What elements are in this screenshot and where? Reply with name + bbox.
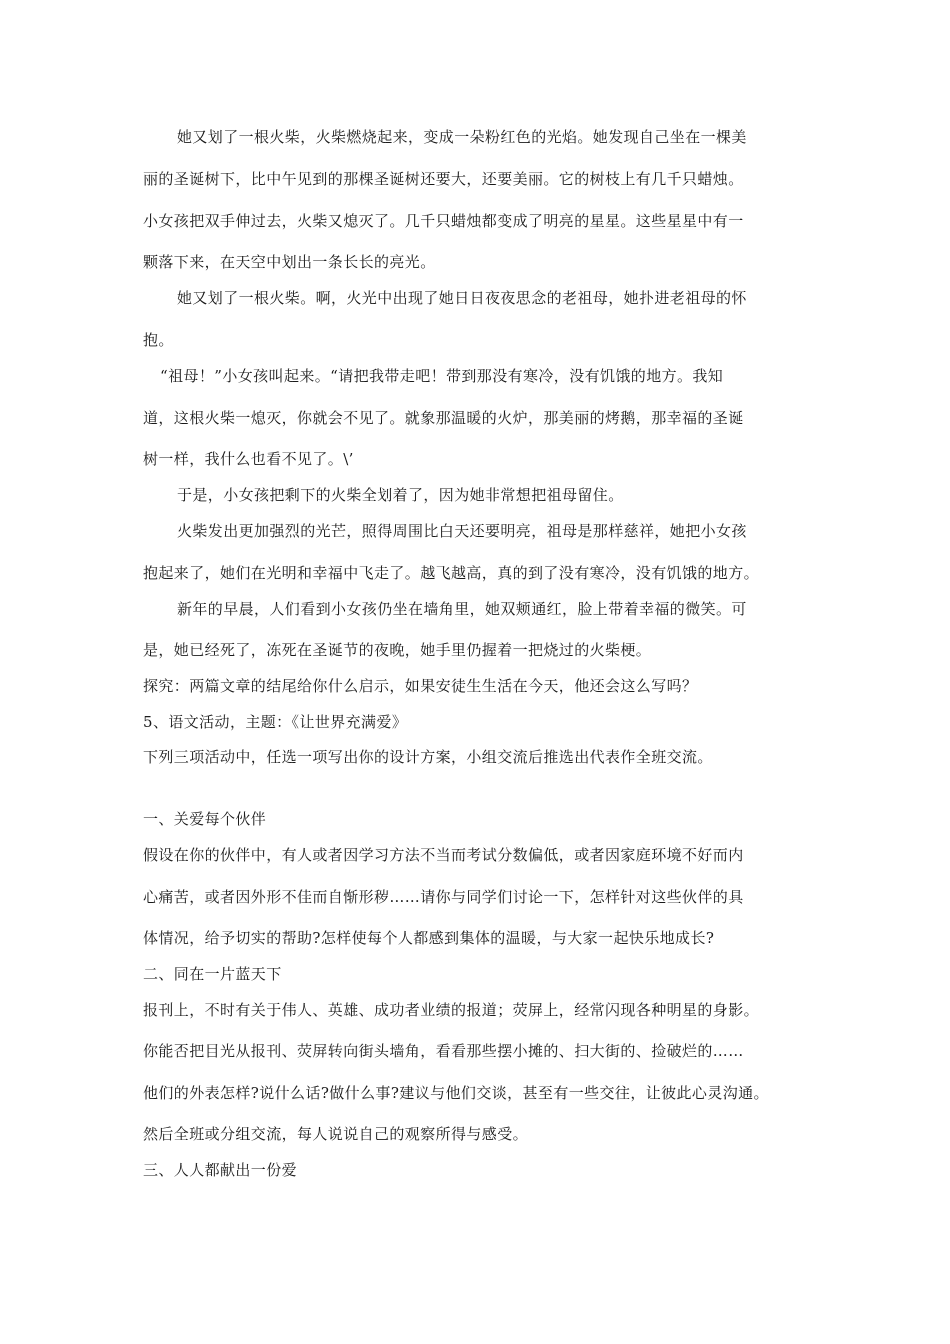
activity-item-line: 你能否把目光从报刊、荧屏转向街头墙角，看看那些摆小摊的、扫大街的、捡破烂的……	[143, 1042, 744, 1060]
story-line: 于是，小女孩把剩下的火柴全划着了，因为她非常想把祖母留住。	[177, 486, 624, 504]
exploration-question: 探究：两篇文章的结尾给你什么启示，如果安徒生生活在今天，他还会这么写吗？	[143, 677, 698, 695]
story-line: 小女孩把双手伸过去，火柴又熄灭了。几千只蜡烛都变成了明亮的星星。这些星星中有一	[143, 212, 744, 230]
activity-item-title: 一、关爱每个伙伴	[143, 810, 267, 828]
story-line: 抱起来了，她们在光明和幸福中飞走了。越飞越高，真的到了没有寒冷，没有饥饿的地方。	[143, 564, 760, 582]
activity-item-title: 二、同在一片蓝天下	[143, 965, 282, 983]
activity-item-line: 假设在你的伙伴中，有人或者因学习方法不当而考试分数偏低，或者因家庭环境不好而内	[143, 846, 744, 864]
activity-item-line: 体情况，给予切实的帮助?怎样使每个人都感到集体的温暖，与大家一起快乐地成长?	[143, 929, 715, 947]
story-line: 是，她已经死了，冻死在圣诞节的夜晚，她手里仍握着一把烧过的火柴梗。	[143, 641, 652, 659]
activity-heading: 5、语文活动，主题：《让世界充满爱》	[143, 713, 408, 731]
story-line: 丽的圣诞树下，比中午见到的那棵圣诞树还要大，还要美丽。它的树枝上有几千只蜡烛。	[143, 170, 744, 188]
story-line: 她又划了一根火柴，火柴燃烧起来，变成一朵粉红色的光焰。她发现自己坐在一棵美	[177, 128, 747, 146]
activity-item-line: 他们的外表怎样?说什么话?做什么事?建议与他们交谈，甚至有一些交往，让彼此心灵沟通。	[143, 1084, 769, 1102]
activity-item-line: 心痛苦，或者因外形不佳而自惭形秽……请你与同学们讨论一下，怎样针对这些伙伴的具	[143, 888, 744, 906]
story-line: 树一样，我什么也看不见了。\’	[143, 450, 354, 468]
activity-intro: 下列三项活动中，任选一项写出你的设计方案，小组交流后推选出代表作全班交流。	[143, 748, 713, 766]
activity-item-line: 报刊上，不时有关于伟人、英雄、成功者业绩的报道；荧屏上，经常闪现各种明星的身影。	[143, 1001, 760, 1019]
story-line: 抱。	[143, 331, 174, 349]
story-line: 她又划了一根火柴。啊，火光中出现了她日日夜夜思念的老祖母，她扑进老祖母的怀	[177, 289, 747, 307]
activity-item-line: 然后全班或分组交流，每人说说自己的观察所得与感受。	[143, 1125, 529, 1143]
activity-item-title: 三、人人都献出一份爱	[143, 1161, 298, 1179]
story-line: 新年的早晨，人们看到小女孩仍坐在墙角里，她双颊通红，脸上带着幸福的微笑。可	[177, 600, 747, 618]
story-line: 道，这根火柴一熄灭，你就会不见了。就象那温暖的火炉，那美丽的烤鹅，那幸福的圣诞	[143, 409, 744, 427]
story-line: 颗落下来，在天空中划出一条长长的亮光。	[143, 253, 436, 271]
story-line: 火柴发出更加强烈的光芒，照得周围比白天还要明亮，祖母是那样慈祥，她把小女孩	[177, 522, 747, 540]
story-line: “祖母！”小女孩叫起来。“请把我带走吧！带到那没有寒冷，没有饥饿的地方。我知	[160, 367, 724, 385]
